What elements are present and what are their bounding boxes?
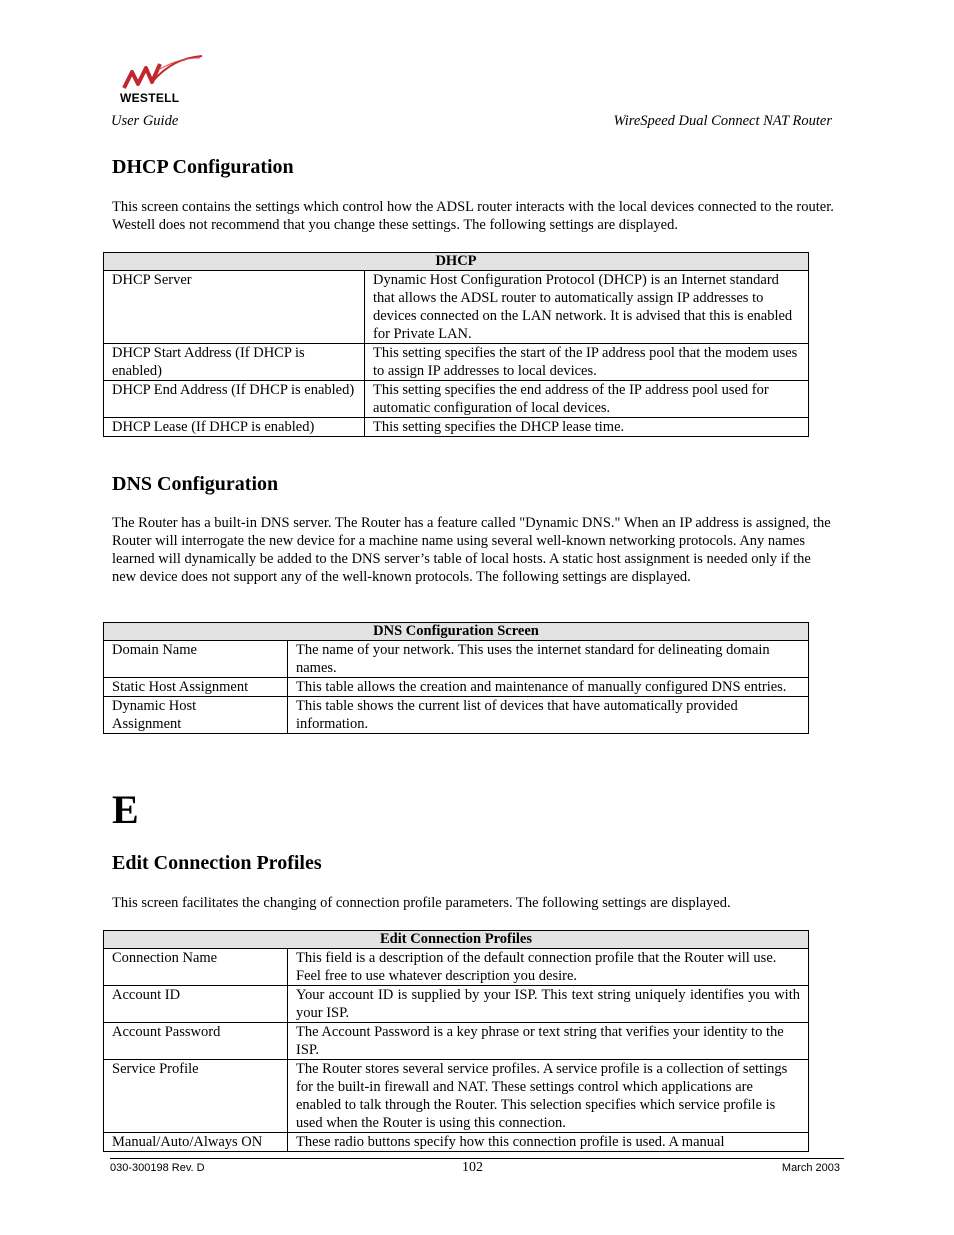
edit-row-desc: These radio buttons specify how this connection profile is used. A manual — [288, 1133, 809, 1152]
dns-row-name: Domain Name — [104, 641, 288, 678]
dhcp-row-name: DHCP Start Address (If DHCP is enabled) — [104, 344, 365, 381]
dhcp-row-desc: Dynamic Host Configuration Protocol (DHCP) is an Internet standard that allows the ADSL router to automatically assign IP addresses to devices connected on the LAN network. It is advised that this is enabled for Private LAN. — [365, 271, 809, 344]
table-row — [104, 1133, 809, 1152]
footer-date: March 2003 — [781, 1162, 840, 1174]
header-left: User Guide — [111, 113, 179, 129]
table-row — [104, 986, 809, 1023]
section-letter: E — [112, 787, 139, 832]
table-row — [104, 381, 809, 418]
dhcp-title: DHCP Configuration — [112, 156, 294, 178]
edit-table — [103, 930, 809, 1152]
table-row — [104, 1023, 809, 1060]
dhcp-row-desc: This setting specifies the end address of the IP address pool used for automatic configuration of local devices. — [365, 381, 809, 418]
footer-page-number: 102 — [462, 1160, 483, 1175]
table-row — [104, 418, 809, 437]
edit-row-desc: The Account Password is a key phrase or text string that verifies your identity to the ISP. — [288, 1023, 809, 1060]
edit-row-name: Connection Name — [104, 949, 288, 986]
edit-row-desc: Your account ID is supplied by your ISP. This text string uniquely identifies you with your ISP. — [288, 986, 809, 1023]
table-row — [104, 949, 809, 986]
table-row — [104, 678, 809, 697]
dns-row-name: Dynamic Host Assignment — [104, 697, 288, 734]
dhcp-table-header: DHCP — [104, 253, 809, 271]
dhcp-row-desc: This setting specifies the DHCP lease time. — [365, 418, 809, 437]
dns-row-desc: This table shows the current list of devices that have automatically provided information. — [288, 697, 809, 734]
edit-table-header: Edit Connection Profiles — [104, 931, 809, 949]
table-row — [104, 641, 809, 678]
dhcp-row-name: DHCP Server — [104, 271, 365, 344]
westell-swoosh-icon — [118, 54, 202, 94]
logo-text: WESTELL — [120, 91, 180, 105]
dns-row-desc: The name of your network. This uses the internet standard for delineating domain names. — [288, 641, 809, 678]
westell-logo — [118, 54, 202, 106]
dns-table — [103, 622, 809, 734]
footer-divider — [110, 1158, 844, 1159]
dns-table-header: DNS Configuration Screen — [104, 623, 809, 641]
edit-row-desc: This field is a description of the default connection profile that the Router will use. Feel free to use whatever description you desire. — [288, 949, 809, 986]
header-right: WireSpeed Dual Connect NAT Router — [613, 113, 832, 129]
table-row — [104, 344, 809, 381]
table-row — [104, 1060, 809, 1133]
dhcp-row-desc: This setting specifies the start of the IP address pool that the modem uses to assign IP addresses to local devices. — [365, 344, 809, 381]
dhcp-intro: This screen contains the settings which control how the ADSL router interacts with the local devices connected to the router. Westell does not recommend that you change these settings. The following settings are displayed. — [112, 199, 834, 233]
dhcp-row-name: DHCP End Address (If DHCP is enabled) — [104, 381, 365, 418]
edit-row-name: Account Password — [104, 1023, 288, 1060]
edit-row-name: Manual/Auto/Always ON — [104, 1133, 288, 1152]
table-row — [104, 697, 809, 734]
edit-row-name: Account ID — [104, 986, 288, 1023]
dhcp-row-name: DHCP Lease (If DHCP is enabled) — [104, 418, 365, 437]
dns-intro: The Router has a built-in DNS server. The Router has a feature called "Dynamic DNS." When an IP address is assigned, the Router will interrogate the new device for a machine name using several well-known networking protocols. Any names learned will dynamically be added to the DNS server’s table of local hosts. A static host assignment is needed only if the new device does not support any of the well-known protocols. The following settings are displayed. — [112, 515, 831, 585]
edit-row-name: Service Profile — [104, 1060, 288, 1133]
dns-title: DNS Configuration — [112, 473, 279, 495]
edit-intro: This screen facilitates the changing of connection profile parameters. The following settings are displayed. — [112, 895, 731, 911]
edit-title: Edit Connection Profiles — [112, 852, 322, 874]
dns-row-desc: This table allows the creation and maintenance of manually configured DNS entries. — [288, 678, 809, 697]
dns-row-name: Static Host Assignment — [104, 678, 288, 697]
dhcp-table — [103, 252, 809, 437]
table-row — [104, 271, 809, 344]
edit-row-desc: The Router stores several service profiles. A service profile is a collection of settings for the built-in firewall and NAT. These settings control which applications are enabled to talk through the Router. This selection specifies which service profile is used when the Router is using this connection. — [288, 1060, 809, 1133]
footer-doc-number: 030-300198 Rev. D — [110, 1162, 205, 1174]
